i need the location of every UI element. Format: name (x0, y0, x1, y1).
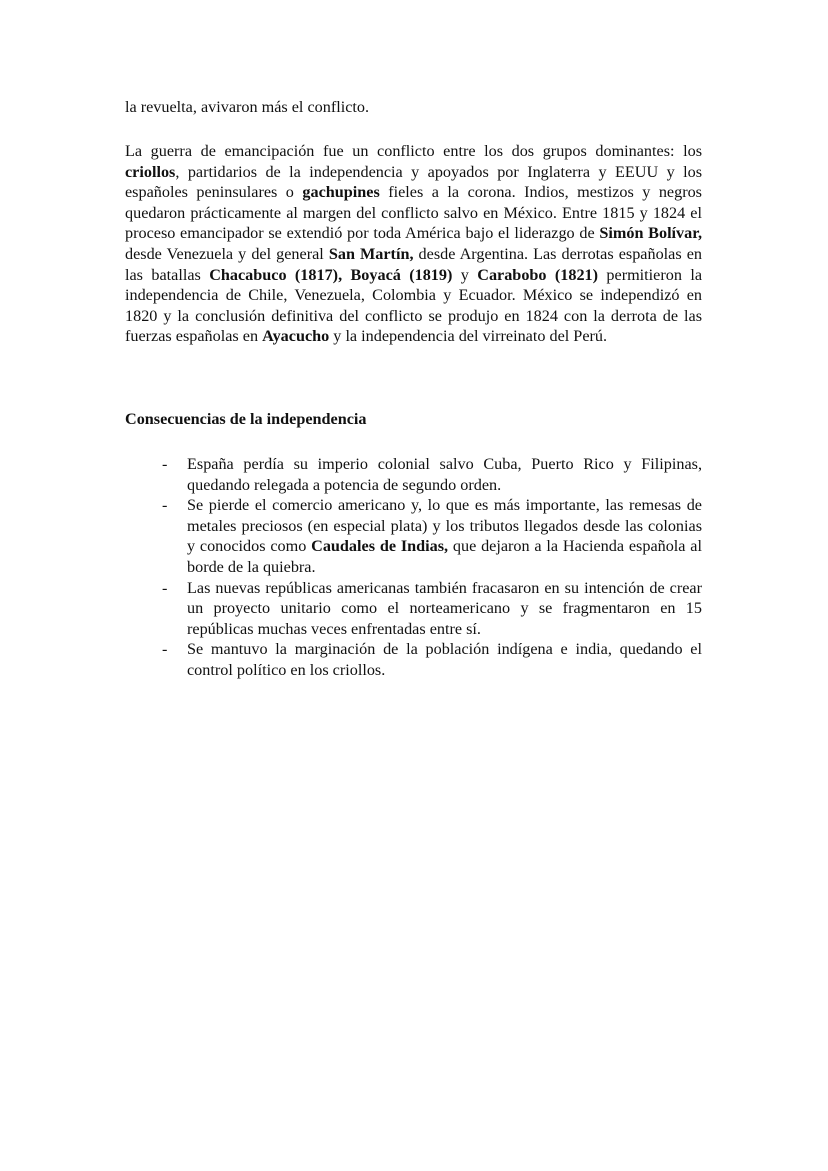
text-run: Se pierde el comercio americano y, lo que es más importante, las remesas de metales preciosos (en especial plata) y los tributos llegados desde las colonias y conocidos como (187, 496, 702, 556)
list-item (125, 578, 702, 640)
bold-term-carabobo: Carabobo (1821) (477, 265, 599, 284)
consequences-list (125, 454, 702, 681)
text-run: , partidarios de la independencia y apoyados por Inglaterra y EEUU y los españoles peninsulares o (125, 162, 702, 202)
text-run: La guerra de emancipación fue un conflicto entre los dos grupos dominantes: los (125, 142, 702, 160)
text-run: que dejaron a la Hacienda española al borde de la quiebra. (187, 537, 702, 576)
bullet-dash: - (162, 455, 168, 473)
bold-term-caudales-de-indias: Caudales de Indias, (311, 537, 449, 556)
list-item (125, 454, 702, 495)
text-run: permitieron la independencia de Chile, Venezuela, Colombia y Ecuador. México se independizó en 1820 y la conclusión definitiva del conflicto se produjo en 1824 con la derrota de las fuerzas españolas en (125, 265, 703, 346)
text-run: y (452, 265, 478, 284)
bold-term-battles: Chacabuco (1817), Boyacá (1819) (209, 265, 453, 284)
bullet-dash: - (162, 578, 168, 597)
list-item-text: España perdía su imperio colonial salvo Cuba, Puerto Rico y Filipinas, quedando relegada a potencia de segundo orden. (187, 455, 702, 494)
bullet-dash: - (162, 496, 168, 515)
bold-term-gachupines: gachupines (302, 183, 380, 202)
list-item (125, 639, 702, 680)
list-item-text: Las nuevas repúblicas americanas también fracasaron en su intención de crear un proyecto unitario como el norteamericano y se fragmentaron en 15 repúblicas muchas veces enfrentadas entre sí. (187, 578, 702, 638)
text-run: desde Argentina. Las derrotas españolas en las batallas (125, 244, 702, 284)
bold-term-san-martin: San Martín, (328, 244, 414, 263)
text-run: desde Venezuela y del general (125, 244, 329, 263)
bold-term-criollos: criollos (125, 162, 176, 181)
bold-term-simon-bolivar: Simón Bolívar, (599, 224, 702, 243)
list-item (125, 495, 702, 577)
paragraph-continuation: la revuelta, avivaron más el conflicto. (125, 98, 370, 116)
text-run: y la independencia del virreinato del Perú. (329, 327, 608, 346)
list-item-text: Se mantuvo la marginación de la población indígena e india, quedando el control político en los criollos. (187, 640, 702, 679)
bold-term-ayacucho: Ayacucho (262, 327, 330, 346)
bullet-dash: - (162, 640, 168, 659)
section-heading: Consecuencias de la independencia (125, 410, 367, 428)
paragraph-emancipation (125, 141, 702, 347)
text-run: fieles a la corona. Indios, mestizos y negros quedaron prácticamente al margen del conflicto salvo en México. Entre 1815 y 1824 el proceso emancipador se extendió por toda América bajo el liderazgo de (125, 183, 702, 243)
